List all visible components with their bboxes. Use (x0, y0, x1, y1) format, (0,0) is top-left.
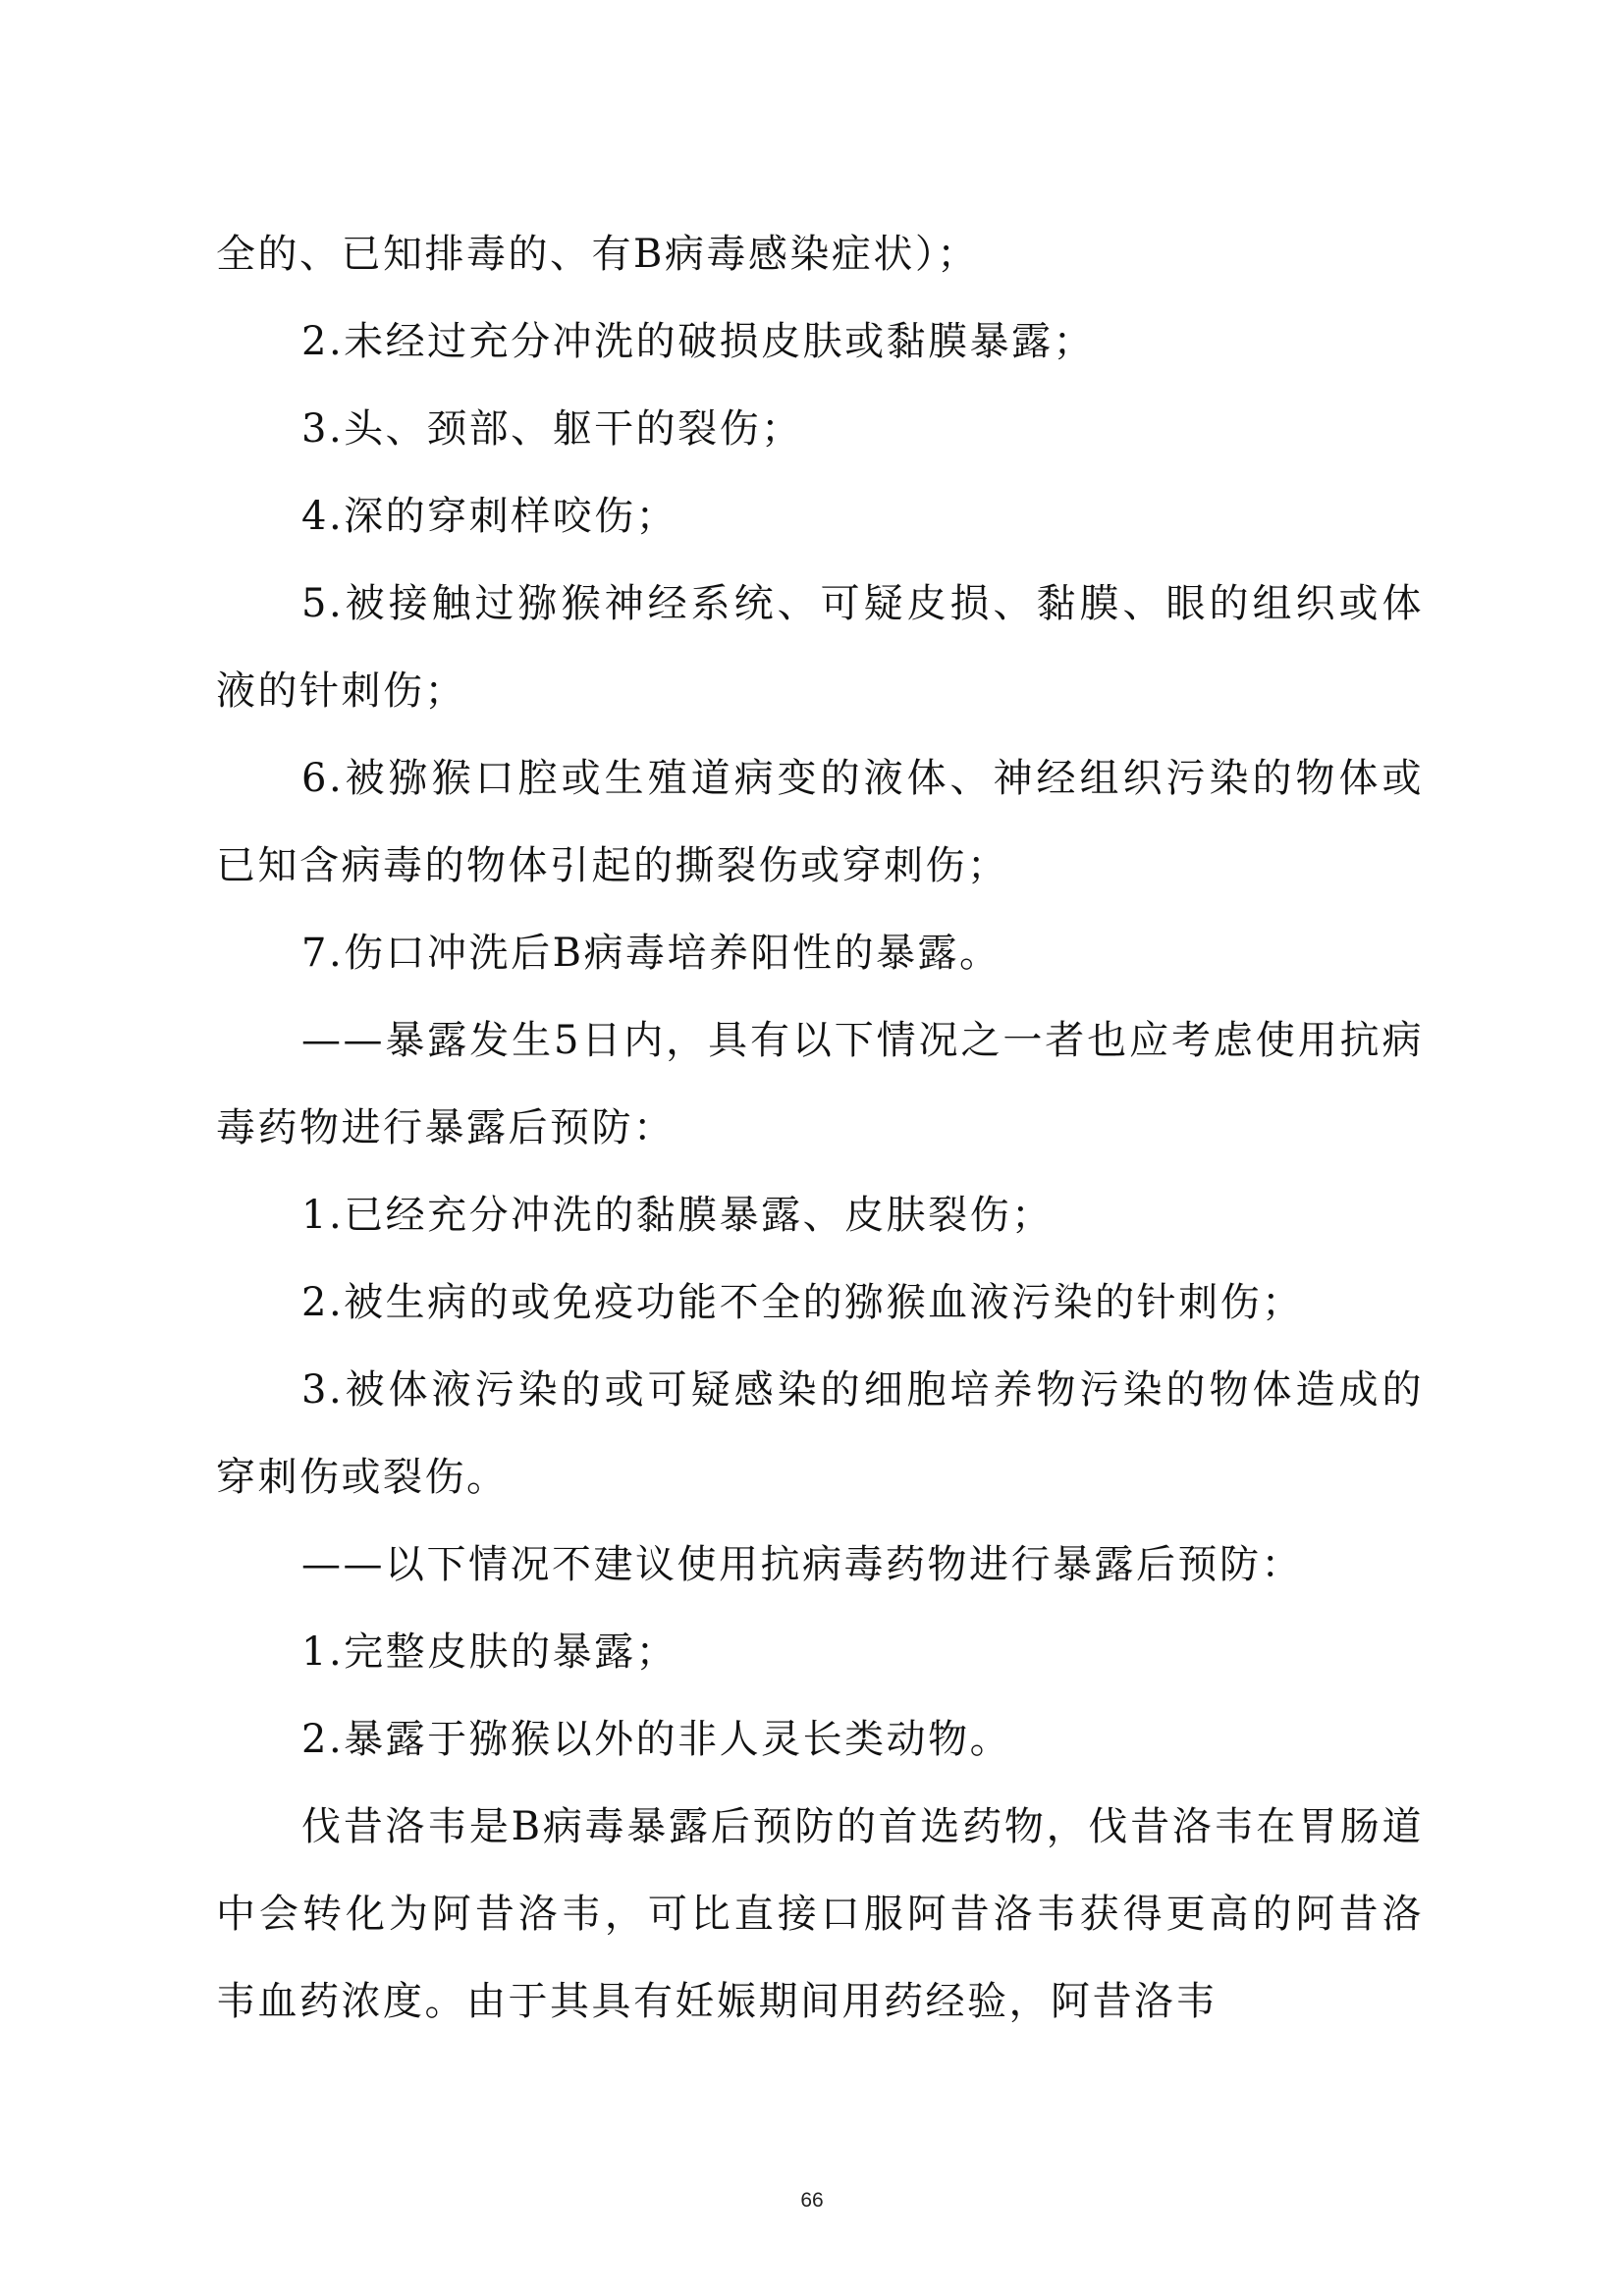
paragraph-item-4-puncture-bite: 4.深的穿刺样咬伤； (301, 494, 678, 539)
paragraph-item-5-needlestick: 5.被接触过猕猴神经系统、可疑皮损、黏膜、眼的组织或体液的针刺伤； (216, 581, 1424, 714)
body-text (216, 211, 1424, 2046)
paragraph-continued-symptoms: 全的、已知排毒的、有B病毒感染症状）； (216, 232, 979, 277)
paragraph-consider-item-3: 3.被体液污染的或可疑感染的细胞培养物污染的物体造成的穿刺伤或裂伤。 (216, 1367, 1424, 1500)
page-number: 66 (800, 2189, 824, 2212)
paragraph-valacyclovir: 伐昔洛韦是B病毒暴露后预防的首选药物，伐昔洛韦在胃肠道中会转化为阿昔洛韦，可比直接口服阿昔洛韦获得更高的阿昔洛韦血药浓度。由于其具有妊娠期间用药经验，阿昔洛韦 (216, 1804, 1424, 2024)
paragraph-item-3-laceration: 3.头、颈部、躯干的裂伤； (301, 406, 803, 452)
paragraph-item-6-tear-puncture: 6.被猕猴口腔或生殖道病变的液体、神经组织污染的物体或已知含病毒的物体引起的撕裂伤或穿刺伤； (216, 756, 1424, 888)
paragraph-item-7-culture-positive: 7.伤口冲洗后B病毒培养阳性的暴露。 (301, 931, 1001, 976)
paragraph-consider-prophylaxis: ——暴露发生5日内，具有以下情况之一者也应考虑使用抗病毒药物进行暴露后预防： (216, 1018, 1424, 1150)
paragraph-not-recommended: ——以下情况不建议使用抗病毒药物进行暴露后预防： (301, 1542, 1303, 1587)
paragraph-consider-item-1: 1.已经充分冲洗的黏膜暴露、皮肤裂伤； (301, 1193, 1054, 1238)
paragraph-not-recommended-item-1: 1.完整皮肤的暴露； (301, 1629, 678, 1675)
paragraph-item-2-unwashed-exposure: 2.未经过充分冲洗的破损皮肤或黏膜暴露； (301, 319, 1096, 364)
paragraph-not-recommended-item-2: 2.暴露于猕猴以外的非人灵长类动物。 (301, 1717, 1012, 1762)
paragraph-consider-item-2: 2.被生病的或免疫功能不全的猕猴血液污染的针刺伤； (301, 1280, 1304, 1325)
